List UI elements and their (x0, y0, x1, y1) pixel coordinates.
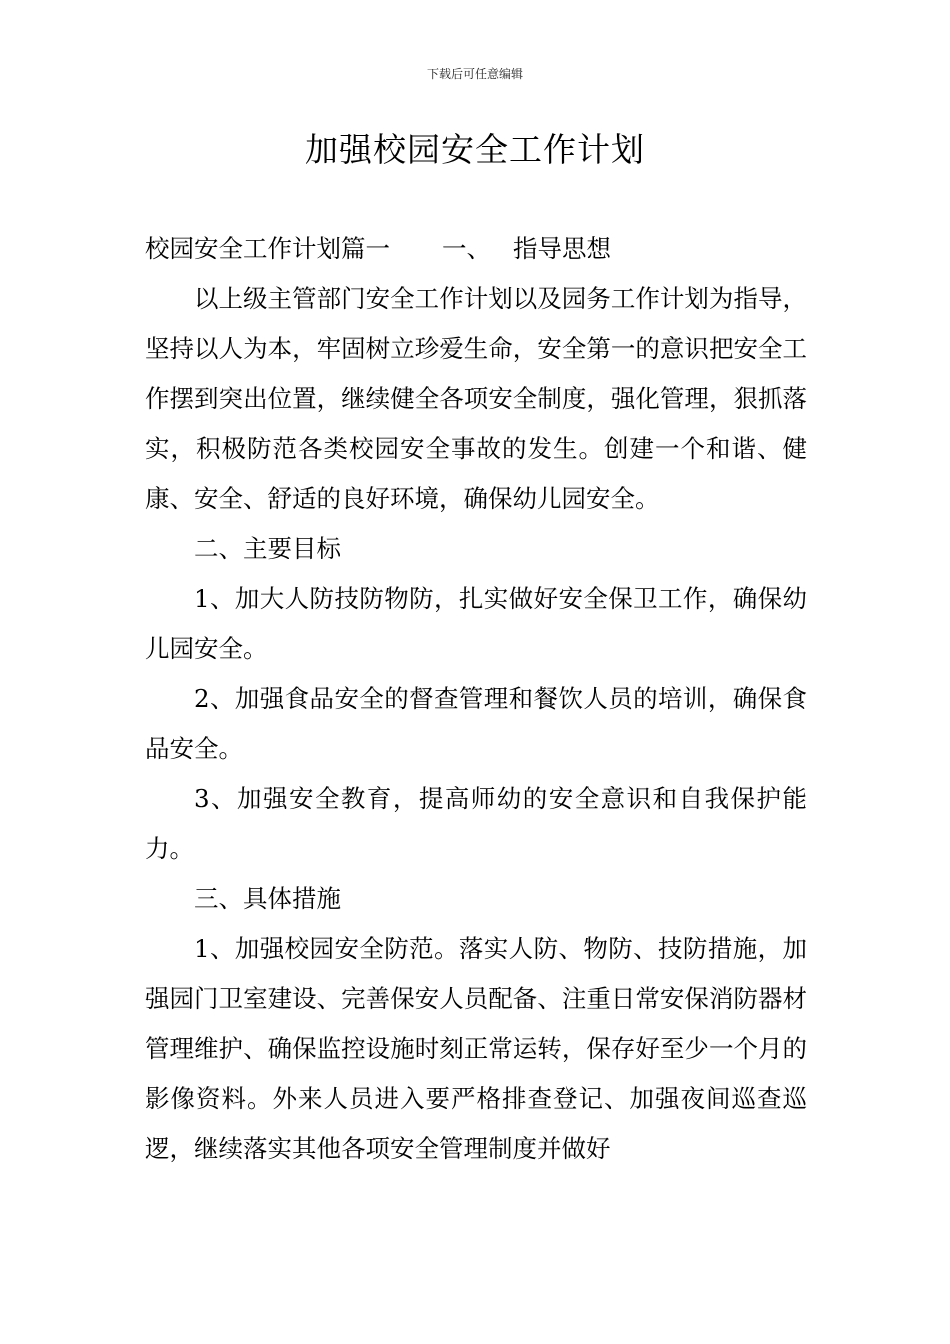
paragraph-guiding-idea: 以上级主管部门安全工作计划以及园务工作计划为指导，坚持以人为本，牢固树立珍爱生命，安全第一的意识把安全工作摆到突出位置，继续健全各项安全制度，强化管理，狠抓落实，积极防范各类校园安全事故的发生。创建一个和谐、健康、安全、舒适的良好环境，确保幼儿园安全。 (145, 284, 807, 513)
heading-measures: 三、具体措施 (194, 884, 341, 913)
document-title: 加强校园安全工作计划 (305, 130, 645, 169)
heading-text: 指导思想 (513, 234, 611, 263)
measure-item-1: 1、加强校园安全防范。落实人防、物防、技防措施，加强园门卫室建设、完善保安人员配备、注重日常安保消防器材管理维护、确保监控设施时刻正常运转，保存好至少一个月的影像资料。外来人员进入要严格排查登记、加强夜间巡查巡逻，继续落实其他各项安全管理制度并做好 (145, 934, 807, 1163)
goal-item-3: 3、加强安全教育，提高师幼的安全意识和自我保护能力。 (145, 784, 807, 863)
lead-line (145, 224, 807, 274)
heading-number: 一、 (442, 234, 491, 263)
document-body (145, 224, 807, 1174)
heading-main-goals: 二、主要目标 (194, 534, 341, 563)
goal-item-1: 1、加大人防技防物防，扎实做好安全保卫工作，确保幼儿园安全。 (145, 584, 807, 663)
section-label: 校园安全工作计划篇一 (145, 234, 390, 263)
goal-item-2: 2、加强食品安全的督查管理和餐饮人员的培训，确保食品安全。 (145, 684, 807, 763)
header-note: 下载后可任意编辑 (426, 67, 523, 81)
